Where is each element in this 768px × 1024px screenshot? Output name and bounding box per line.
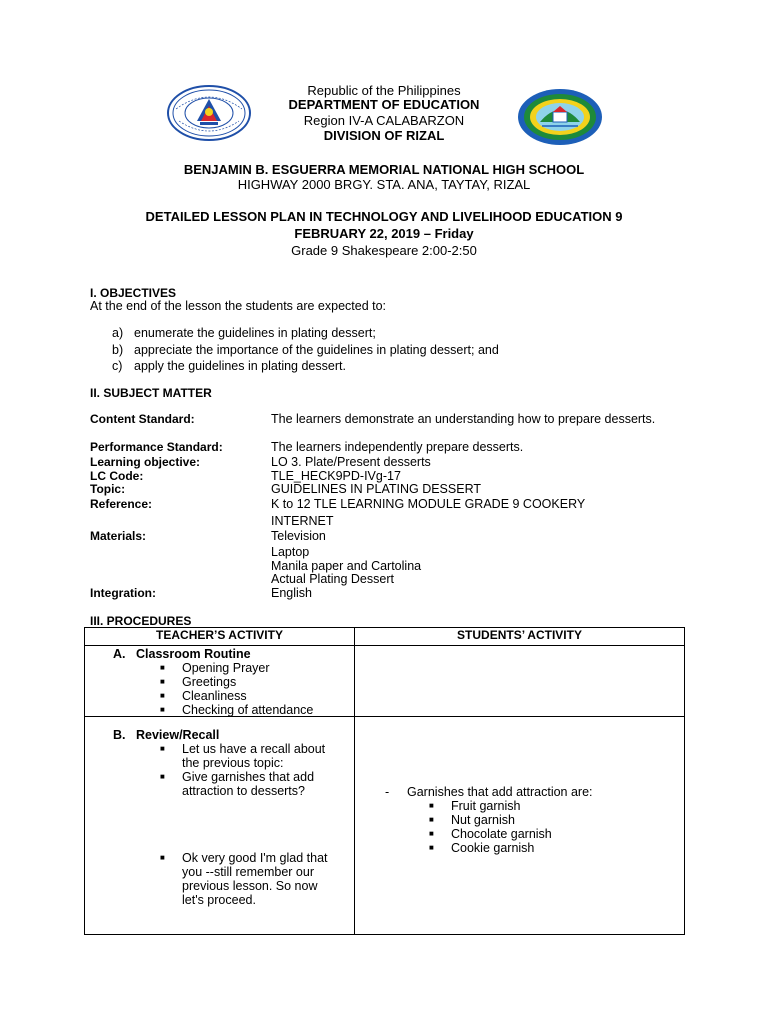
student-cell-b: [355, 717, 685, 935]
reference-value: INTERNET: [271, 514, 334, 528]
lc-code-value: TLE_HECK9PD-IVg-17: [271, 469, 401, 483]
list-item: [160, 851, 328, 907]
table-row: [85, 646, 685, 717]
performance-standard-label: Performance Standard:: [90, 440, 223, 454]
objective-marker: a): [112, 326, 124, 340]
division-text: DIVISION OF RIZAL: [323, 128, 445, 143]
materials-label: Materials:: [90, 529, 147, 543]
bullet-square-icon: ■: [160, 705, 165, 714]
bullet-square-icon: ■: [160, 744, 165, 753]
department-text: DEPARTMENT OF EDUCATION: [288, 97, 480, 112]
procedures-heading: III. PROCEDURES: [90, 614, 192, 628]
bullet-square-icon: ■: [160, 853, 165, 862]
list-item: [429, 827, 552, 841]
students-activity-header: STUDENTS’ ACTIVITY: [355, 628, 685, 646]
objective-marker: b): [112, 343, 124, 357]
reference-label: Reference:: [90, 497, 153, 511]
list-item-text: Chocolate garnish: [451, 827, 552, 841]
topic-value: GUIDELINES IN PLATING DESSERT: [271, 482, 482, 496]
bullet-square-icon: ■: [160, 772, 165, 781]
lc-code-label: LC Code:: [90, 469, 144, 483]
list-item-text: Greetings: [182, 675, 237, 689]
learning-objective-label: Learning objective:: [90, 455, 201, 469]
section-a-heading: [113, 647, 251, 661]
bullet-square-icon: ■: [429, 815, 434, 824]
materials-value: Television: [271, 529, 326, 543]
bullet-square-icon: ■: [160, 663, 165, 672]
integration-value: English: [271, 586, 312, 600]
school-address: HIGHWAY 2000 BRGY. STA. ANA, TAYTAY, RIZAL: [237, 177, 531, 192]
list-item-text: Fruit garnish: [451, 799, 521, 813]
objective-marker: c): [112, 359, 123, 373]
objective-text: enumerate the guidelines in plating dessert;: [134, 326, 376, 340]
lesson-date: FEBRUARY 22, 2019 – Friday: [294, 226, 474, 241]
content-standard-value: The learners demonstrate an understanding how to prepare desserts.: [271, 412, 656, 426]
materials-value: Laptop: [271, 545, 310, 559]
student-cell-a: [355, 646, 685, 717]
performance-standard-value: The learners independently prepare desserts.: [271, 440, 524, 454]
objectives-heading: I. OBJECTIVES: [90, 286, 177, 300]
bullet-square-icon: ■: [160, 677, 165, 686]
content-standard-label: Content Standard:: [90, 412, 195, 426]
list-item: [429, 813, 515, 827]
teacher-activity-header: TEACHER’S ACTIVITY: [85, 628, 355, 646]
objectives-intro: At the end of the lesson the students are expected to:: [90, 299, 387, 313]
list-item-text: Cleanliness: [182, 689, 247, 703]
list-item: [160, 703, 313, 717]
topic-label: Topic:: [90, 482, 126, 496]
objective-item: [112, 326, 376, 340]
section-a-marker: A.: [113, 647, 126, 661]
bullet-square-icon: ■: [429, 829, 434, 838]
learning-objective-value: LO 3. Plate/Present desserts: [271, 455, 431, 469]
section-b-title: Review/Recall: [136, 728, 220, 742]
procedures-table: [84, 627, 685, 935]
objective-text: appreciate the importance of the guidelines in plating dessert; and: [134, 343, 499, 357]
list-item: [160, 661, 270, 675]
list-item-text: Ok very good I'm glad that you --still remember our previous lesson. So now let's proceed.: [182, 851, 328, 907]
list-item: [160, 770, 314, 798]
teacher-cell-b: [85, 717, 355, 935]
list-item: [160, 689, 247, 703]
list-item-text: Give garnishes that add attraction to desserts?: [182, 770, 315, 798]
list-item: [429, 841, 534, 855]
lesson-plan-title: DETAILED LESSON PLAN IN TECHNOLOGY AND LIVELIHOOD EDUCATION 9: [145, 209, 623, 224]
materials-value: Manila paper and Cartolina: [271, 559, 422, 573]
reference-value: K to 12 TLE LEARNING MODULE GRADE 9 COOKERY: [271, 497, 586, 511]
list-item: [160, 742, 325, 770]
bullet-square-icon: ■: [160, 691, 165, 700]
list-item-text: Nut garnish: [451, 813, 515, 827]
region-text: Region IV-A CALABARZON: [303, 113, 465, 128]
class-schedule: Grade 9 Shakespeare 2:00-2:50: [291, 243, 477, 258]
list-item-text: Cookie garnish: [451, 841, 535, 855]
integration-label: Integration:: [90, 586, 156, 600]
table-row: [85, 717, 685, 935]
republic-text: Republic of the Philippines: [307, 83, 461, 98]
section-a-title: Classroom Routine: [136, 647, 251, 661]
section-b-marker: B.: [113, 728, 126, 742]
objective-item: [112, 343, 499, 357]
teacher-cell-a: [85, 646, 355, 717]
table-header-row: [85, 628, 685, 646]
objective-item: [112, 359, 346, 373]
school-name: BENJAMIN B. ESGUERRA MEMORIAL NATIONAL HIGH SCHOOL: [183, 162, 585, 177]
section-b-heading: [113, 728, 219, 742]
bullet-square-icon: ■: [429, 843, 434, 852]
student-dash: -: [385, 785, 390, 799]
list-item-text: Opening Prayer: [182, 661, 270, 675]
objective-text: apply the guidelines in plating dessert.: [134, 359, 346, 373]
student-intro: Garnishes that add attraction are:: [407, 785, 593, 799]
bullet-square-icon: ■: [429, 801, 434, 810]
list-item: [429, 799, 520, 813]
list-item-text: Checking of attendance: [182, 703, 314, 717]
materials-value: Actual Plating Dessert: [271, 572, 394, 586]
list-item-text: Let us have a recall about the previous topic:: [182, 742, 326, 770]
list-item: [160, 675, 236, 689]
subject-matter-heading: II. SUBJECT MATTER: [90, 386, 212, 400]
